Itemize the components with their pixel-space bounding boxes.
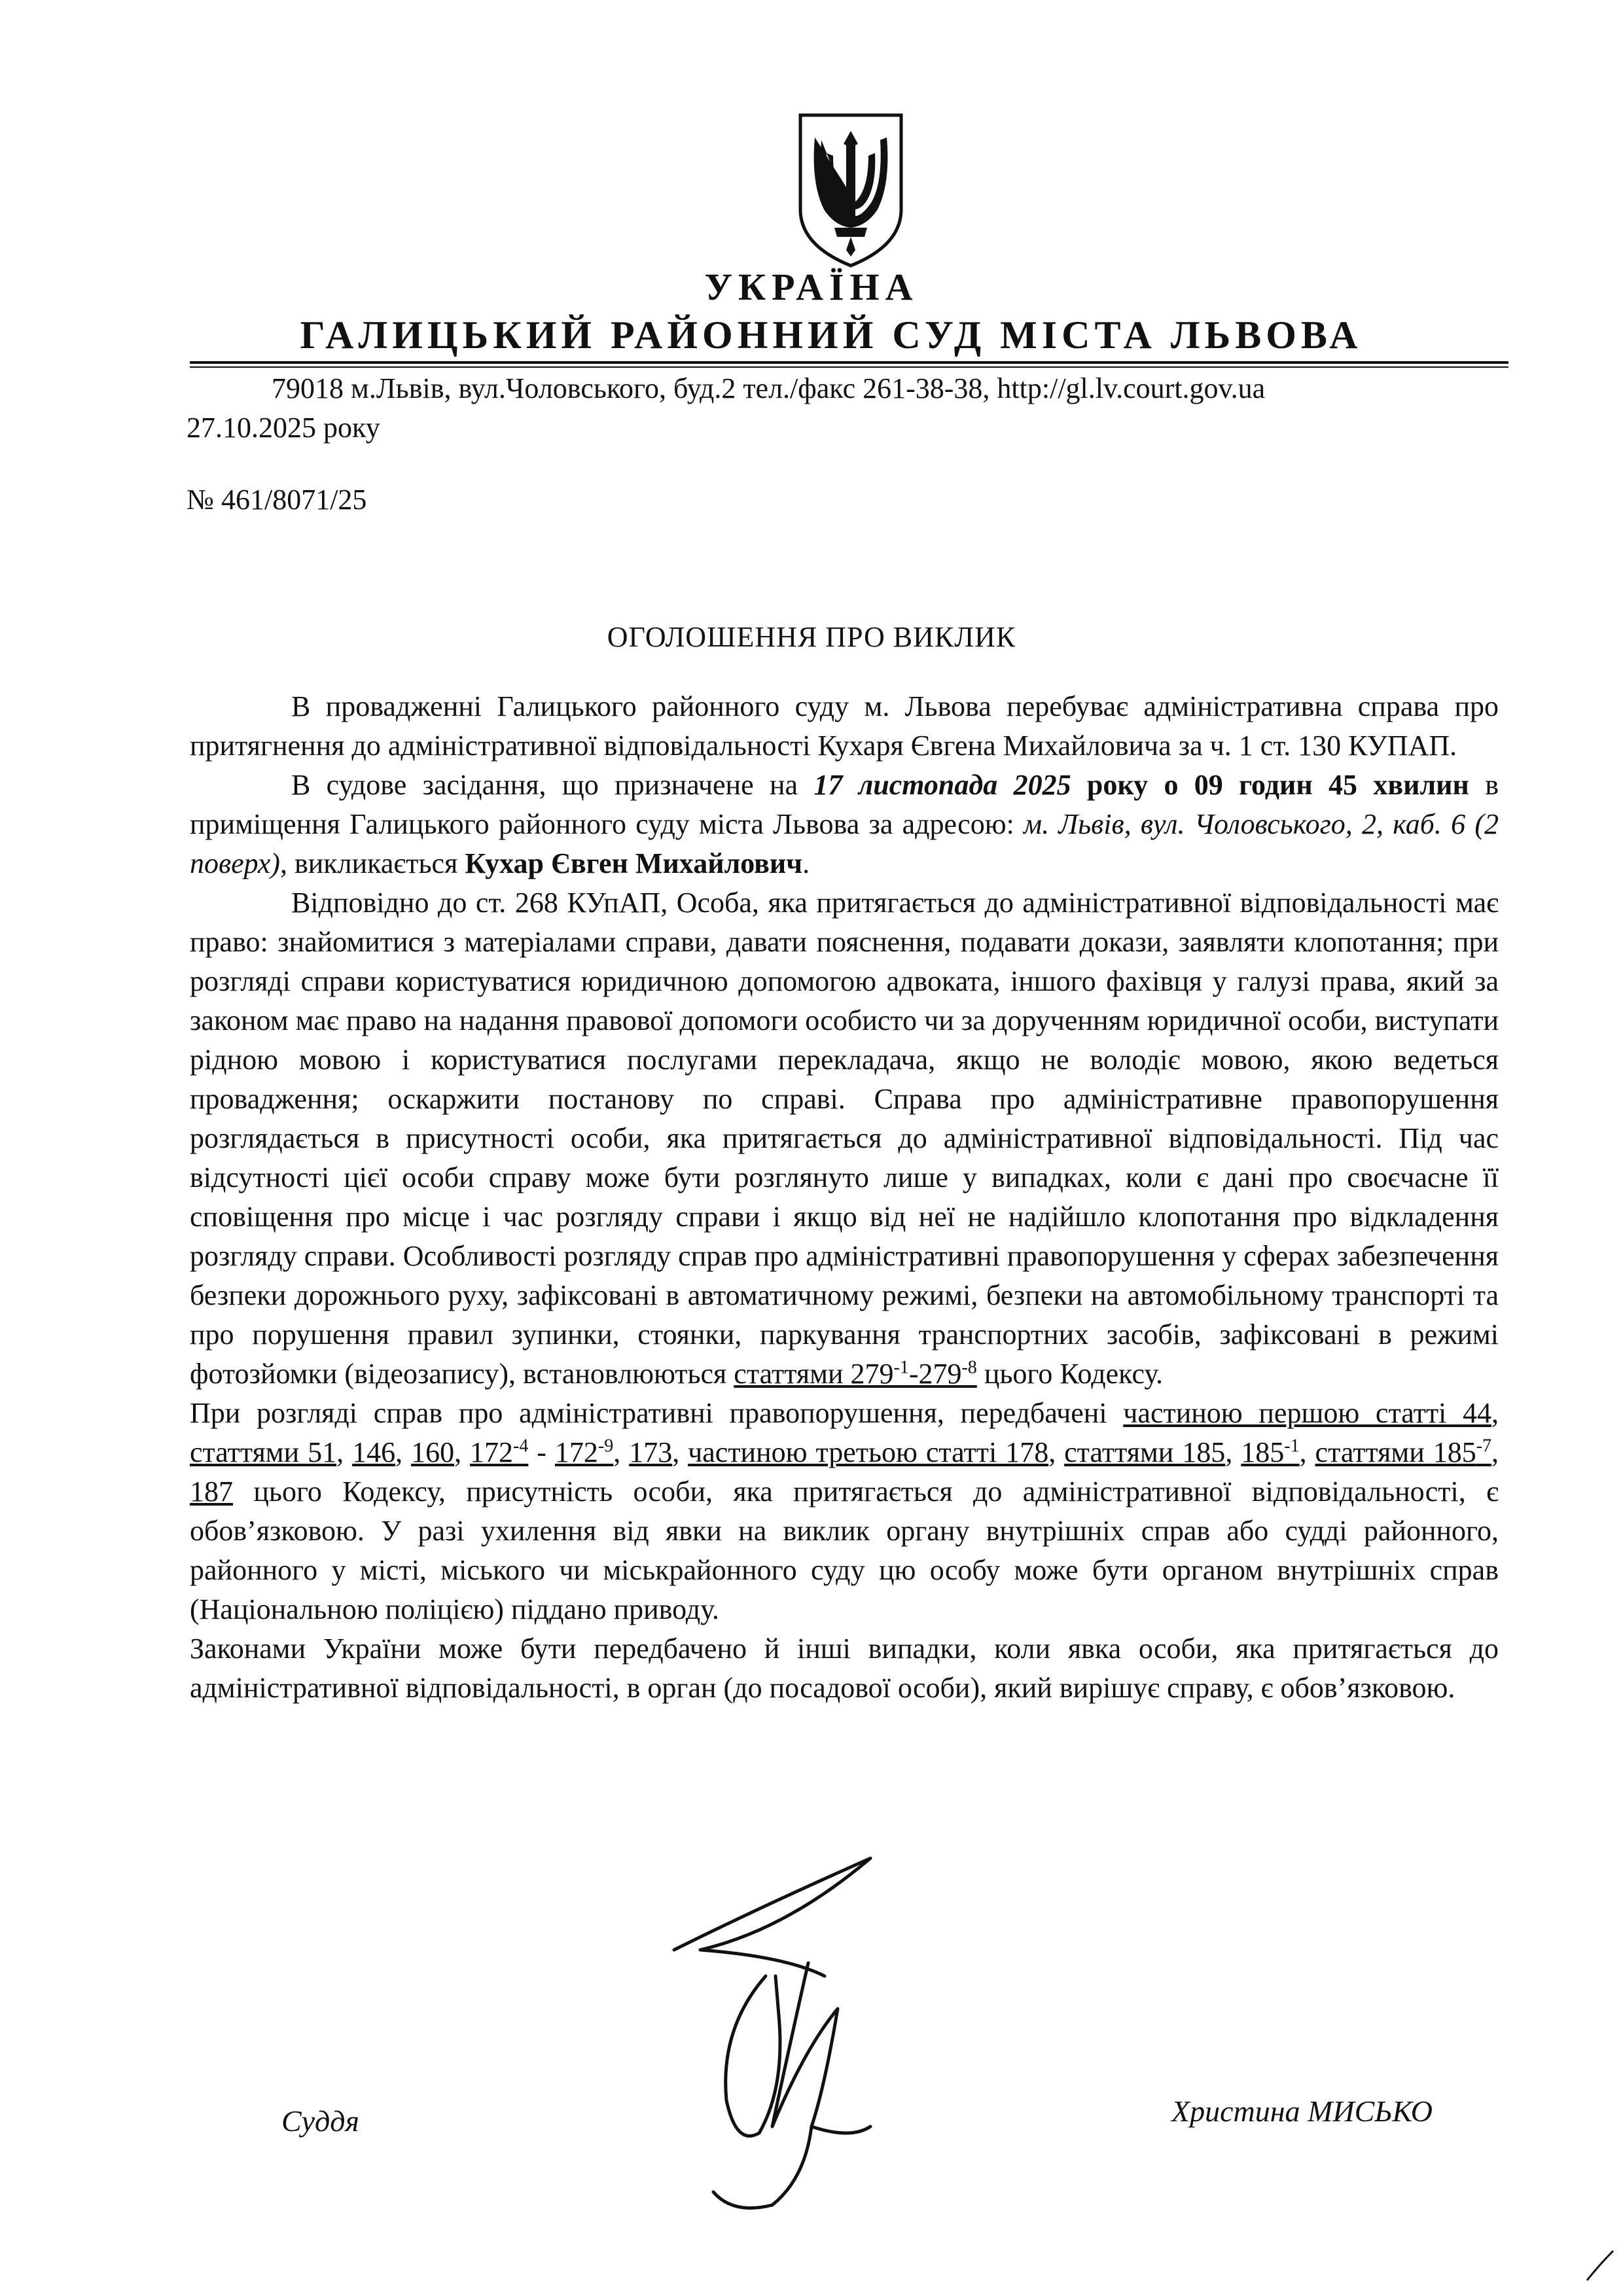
- law-link-173[interactable]: 173: [629, 1436, 673, 1468]
- paragraph-1: В провадженні Галицького районного суду м. Львова перебуває адміністративна справа про притягнення до адміністративної відповідальності Кухаря Євгена Михайловича за ч. 1 ст. 130 КУПАП.: [190, 690, 1499, 762]
- law-link-279[interactable]: статтями $279^{-1}-279^{-8}$: [734, 1357, 977, 1390]
- law-link-172-4[interactable]: $172^{-4}$: [470, 1436, 529, 1468]
- document-body: [190, 687, 1499, 1708]
- paragraph-5: Законами України може бути передбачено й інші випадки, коли явка особи, яка притягається до адміністративної відповідальності, в орган (до посадової особи), який вирішує справу, є обов’язковою.: [190, 1633, 1499, 1704]
- law-link-44[interactable]: частиною першою статті 44: [1123, 1397, 1491, 1429]
- summoned-person: Кухар Євген Михайлович: [465, 847, 803, 879]
- document-date: 27.10.2025 року: [187, 412, 380, 444]
- paragraph-4: При розгляді справ про адміністративні правопорушення, передбачені частиною першою статті 44, статтями 51, 146, 160, $172^{-4} - 172^{-9}$, 173, частиною третьою статті 178, статтями 185, $185^{-1}$, статтями $185^{-7}$, 187 цього Кодексу, присутність особи, яка притягається до адміністративної відповідальності, є обов’язковою. У разі ухилення від явки на виклик органу внутрішніх справ або судді районного, районного у місті, міського чи міськрайонного суду цю особу може бути органом внутрішніх справ (Національною поліцією) піддано приводу.: [190, 1397, 1499, 1625]
- signer-role: Суддя: [281, 2104, 359, 2138]
- law-link-146[interactable]: 146: [352, 1436, 396, 1468]
- document-title: ОГОЛОШЕННЯ ПРО ВИКЛИК: [607, 621, 1016, 653]
- corner-mark: [1584, 2244, 1616, 2284]
- law-link-51[interactable]: статтями 51: [190, 1436, 337, 1468]
- hearing-address: м. Львів, вул. Чоловського, 2, каб. 6 (2 поверх): [190, 808, 1499, 879]
- case-number: № 461/8071/25: [187, 484, 367, 516]
- law-link-185-1[interactable]: $185^{-1}$: [1241, 1436, 1300, 1468]
- header-divider-thin: [190, 366, 1508, 368]
- paragraph-3: Відповідно до ст. 268 КУпАП, Особа, яка притягається до адміністративної відповідальності має право: знайомитися з матеріалами справи, давати пояснення, подавати докази, заявляти клопотання; при розгляді справи користуватися юридичною допомогою адвоката, іншого фахівця у галузі права, який за законом має право на надання правової допомоги особисто чи за дорученням юридичної особи, виступати рідною мовою і користуватися послугами перекладача, якщо не володіє мовою, якою ведеться провадження; оскаржити постанову по справі. Справа про адміністративне правопорушення розглядається в присутності особи, яка притягається до адміністративної відповідальності. Під час відсутності цієї особи справу може бути розглянуто лише у випадках, коли є дані про своєчасне її сповіщення про місце і час розгляду справи і якщо від неї не надійшло клопотання про відкладення розгляду справи. Особливості розгляду справ про адміністративні правопорушення у сферах забезпечення безпеки дорожнього руху, зафіксовані в автоматичному режимі, безпеки на автомобільному транспорті та про порушення правил зупинки, стоянки, паркування транспортних засобів, зафіксовані в режимі фотозйомки (відеозапису), встановлюються статтями $279^{-1}-279^{-8}$ цього Кодексу.: [190, 887, 1499, 1390]
- header-divider: [190, 361, 1508, 364]
- paragraph-2: В судове засідання, що призначене на 17 листопада 2025 року о 09 годин 45 хвилин в приміщення Галицького районного суду міста Львова за адресою: м. Львів, вул. Чоловського, 2, каб. 6 (2 поверх), викликається Кухар Євген Михайлович.: [190, 769, 1499, 879]
- court-name: ГАЛИЦЬКИЙ РАЙОННИЙ СУД МІСТА ЛЬВОВА: [300, 313, 1363, 357]
- law-link-185[interactable]: статтями 185: [1064, 1436, 1226, 1468]
- hearing-time: року о 09 годин 45 хвилин: [1071, 769, 1469, 801]
- court-address: 79018 м.Львів, вул.Чоловського, буд.2 тел./факс 261-38-38, http://gl.lv.court.gov.ua: [272, 372, 1266, 404]
- law-link-172-9[interactable]: $172^{-9}$: [554, 1436, 614, 1468]
- trident-emblem-icon: [795, 111, 906, 268]
- country-name: УКРАЇНА: [704, 266, 919, 308]
- hearing-date: 17 листопада 2025: [813, 769, 1071, 801]
- law-link-187[interactable]: 187: [190, 1475, 233, 1508]
- law-link-178[interactable]: частиною третьою статті 178: [688, 1436, 1049, 1468]
- signer-name: Христина МИСЬКО: [1171, 2094, 1433, 2128]
- handwritten-signature: [654, 1852, 903, 2218]
- law-link-160[interactable]: 160: [411, 1436, 455, 1468]
- law-link-185-7[interactable]: статтями $185^{-7}$: [1315, 1436, 1492, 1468]
